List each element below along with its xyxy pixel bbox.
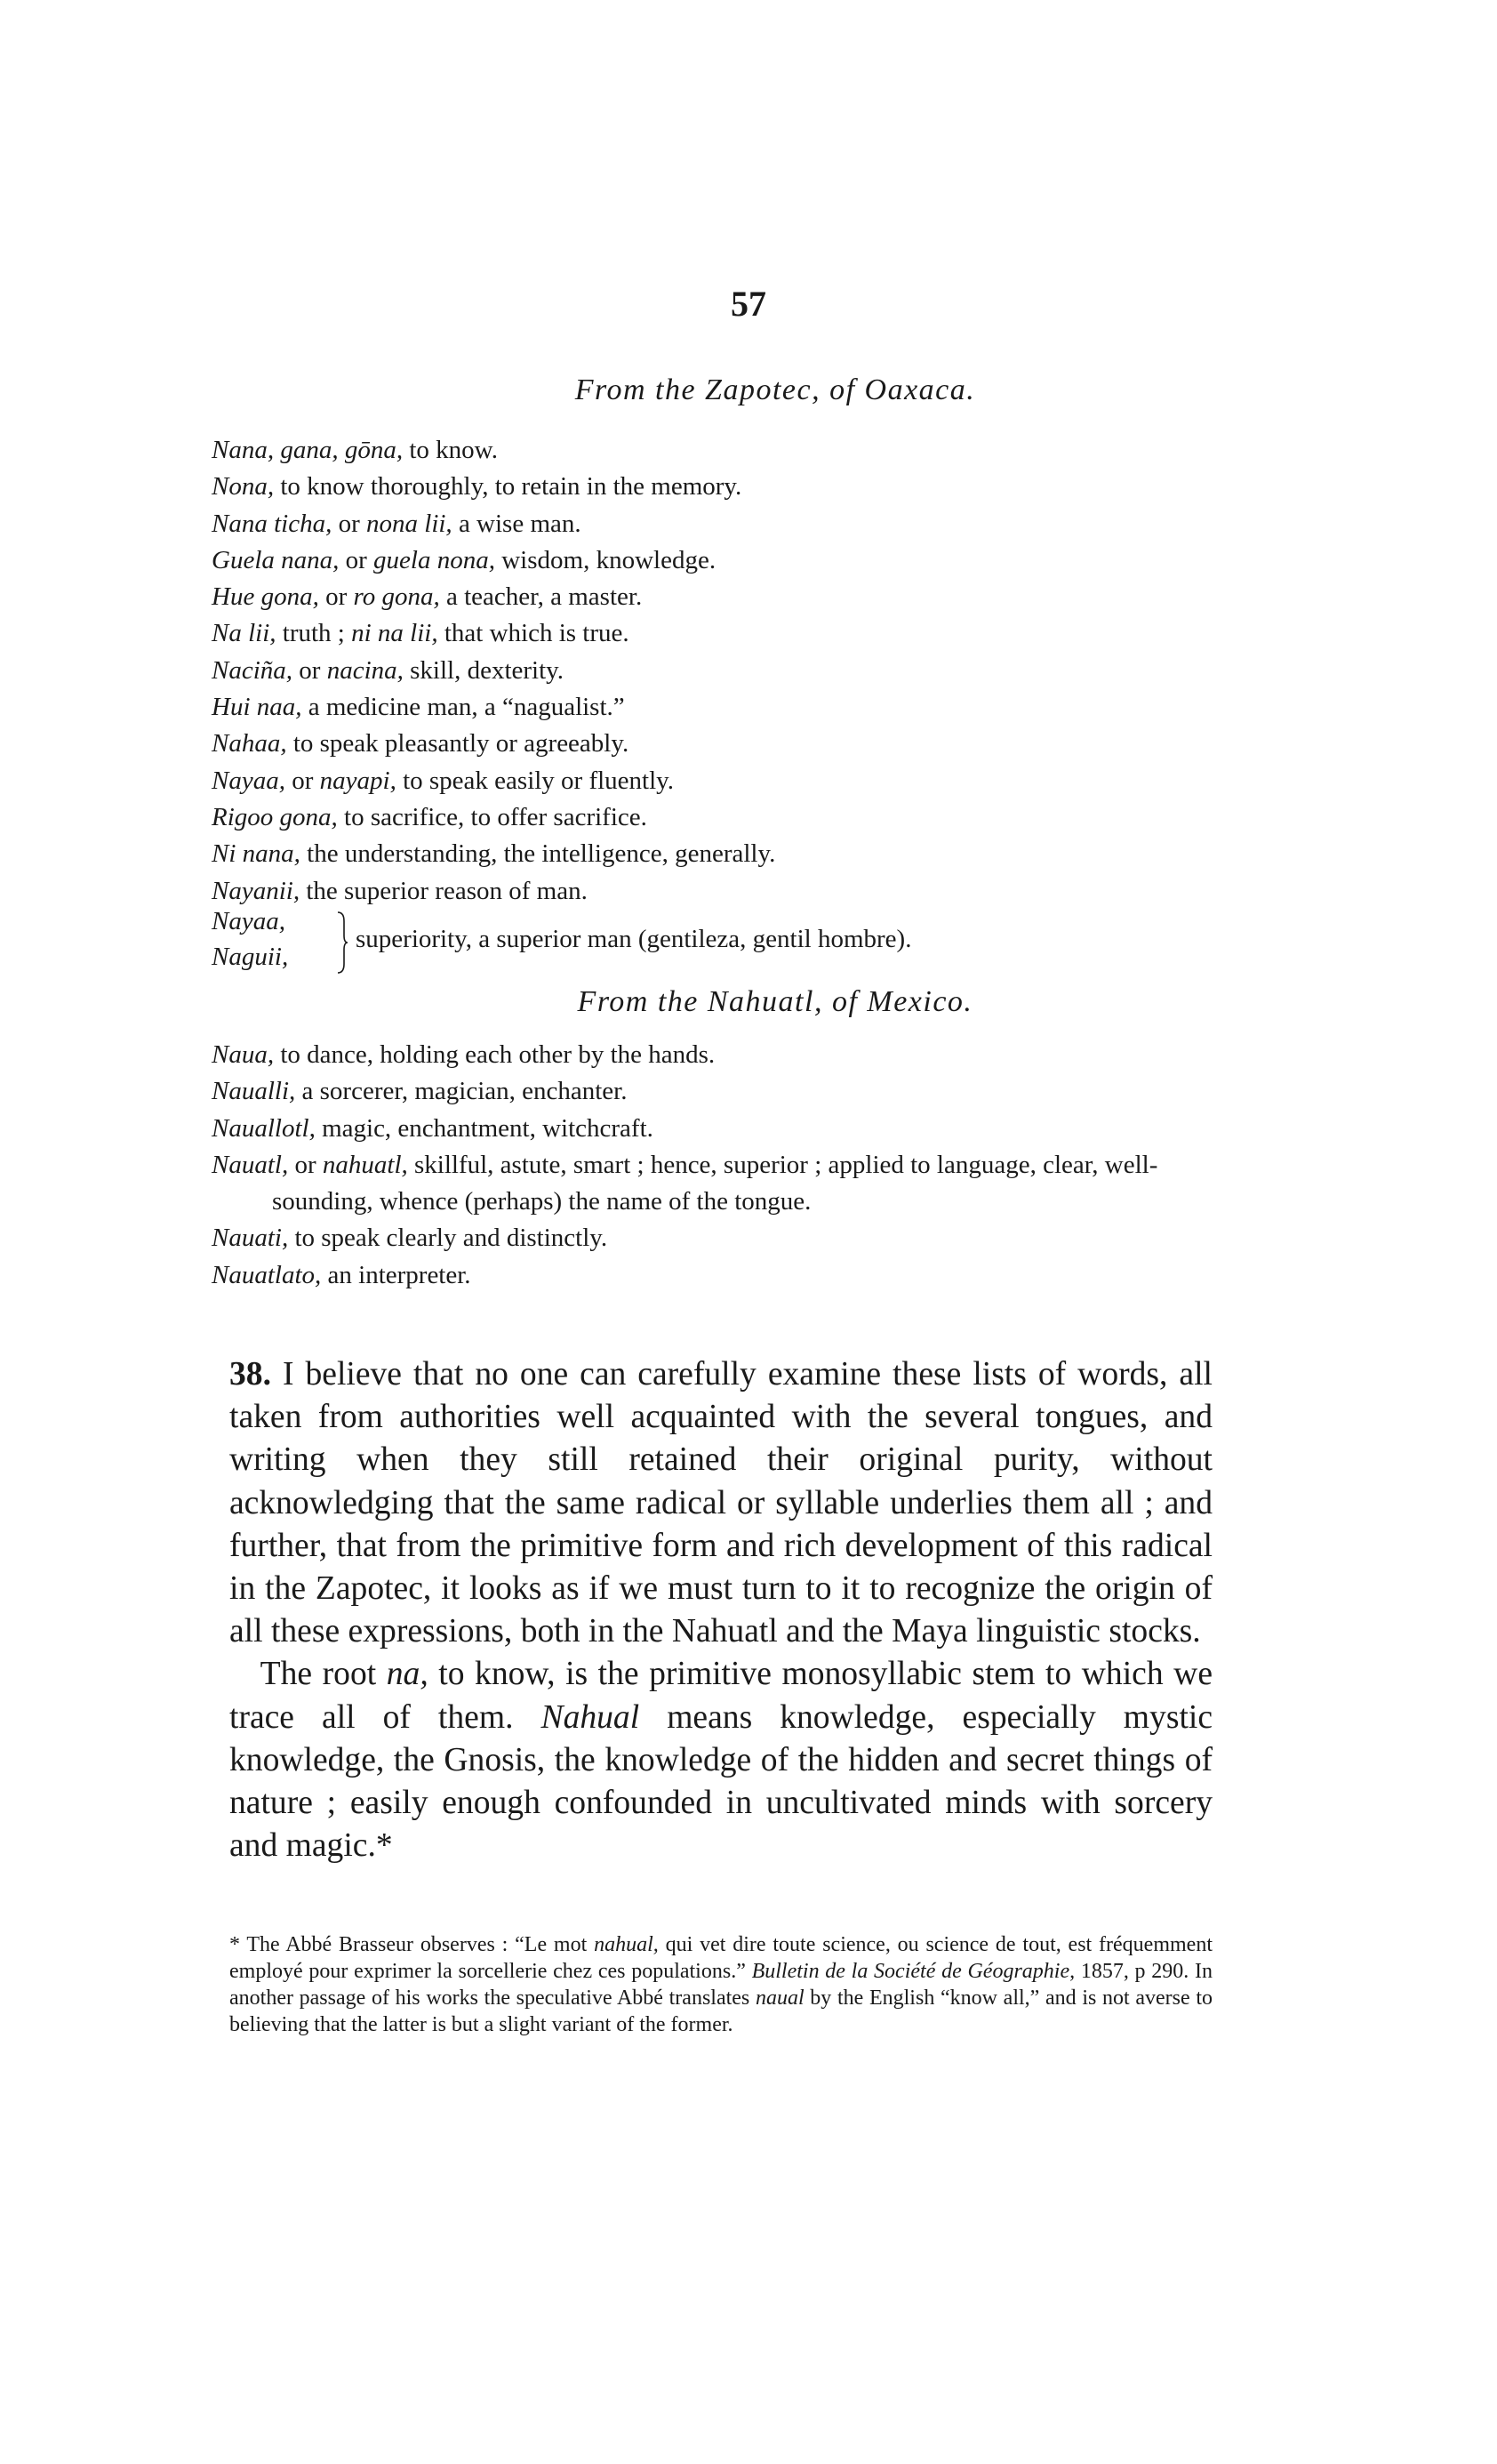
- entry-definition: or: [292, 655, 327, 685]
- entry-term: Nauatl,: [212, 1150, 289, 1179]
- entry-term: Guela nana,: [212, 545, 340, 574]
- entry-definition: skillful, astute, smart ; hence, superior ; applied to language, clear, well-sounding, whence (perhaps) the name of the tongue.: [272, 1150, 1158, 1216]
- footnote-text: by the English “know all,” and is not averse to believing that the latter is but a slight variant of the former.: [229, 1986, 1213, 2036]
- entry-term: nahuatl,: [322, 1150, 408, 1179]
- word-entry: [212, 873, 1216, 910]
- paragraph-38: [229, 1353, 1213, 1653]
- word-entry: [212, 799, 1216, 836]
- entry-term: Hui naa,: [212, 693, 302, 722]
- entry-term: Nauati,: [212, 1224, 289, 1253]
- entry-term: Naciña,: [212, 655, 293, 685]
- combined-entry: [212, 907, 1216, 980]
- entry-term: guela nona,: [373, 545, 495, 574]
- word-entry: [212, 763, 1216, 799]
- nahuatl-word-list: [212, 1037, 1216, 1294]
- entry-definition: or: [284, 766, 320, 795]
- word-entry: [212, 542, 1216, 579]
- word-entry: [212, 1073, 1216, 1110]
- footnote-text: 1857, p 290. In another passage of his works the speculative Abbé translates: [229, 1960, 1213, 2010]
- entry-term: Nauallotl,: [212, 1113, 316, 1143]
- footnote-text: * The Abbé Brasseur observes : “Le mot: [229, 1933, 595, 1956]
- word-entry: [212, 653, 1216, 689]
- paragraph-number: 38.: [229, 1356, 271, 1393]
- entry-definition: wisdom, knowledge.: [494, 545, 716, 574]
- footnote-term-naual: naual: [755, 1986, 805, 2010]
- entry-definition: to sacrifice, to offer sacrifice.: [337, 802, 647, 831]
- entry-definition: or: [318, 582, 354, 612]
- nahuatl-heading: From the Nahuatl, of Mexico.: [577, 985, 973, 1018]
- word-entry: [212, 579, 1216, 615]
- entry-definition: to dance, holding each other by the hands.: [274, 1040, 716, 1069]
- entry-term: Nana ticha,: [212, 509, 332, 538]
- entry-definition: that which is true.: [437, 619, 629, 648]
- entry-definition: or: [339, 545, 374, 574]
- term-na: na,: [386, 1656, 428, 1693]
- word-entry: [212, 689, 1216, 726]
- entry-term: Nayaa,: [212, 766, 285, 795]
- entry-term: Nona,: [212, 472, 275, 502]
- entry-definition: to speak easily or fluently.: [396, 766, 675, 795]
- entry-term: Nahaa,: [212, 729, 287, 758]
- entry-term: Nauatlato,: [212, 1260, 322, 1289]
- entry-term: Rigoo gona,: [212, 802, 338, 831]
- page-number: 57: [731, 284, 766, 324]
- entry-definition: skill, dexterity.: [403, 655, 564, 685]
- entry-definition: a medicine man, a “nagualist.”: [301, 693, 625, 722]
- entry-definition: to know.: [403, 436, 498, 464]
- term-nahual: Nahual: [540, 1698, 640, 1736]
- entry-term: Nayanii,: [212, 876, 300, 905]
- text-run: The root: [260, 1656, 387, 1693]
- zapotec-word-list: [212, 432, 1216, 910]
- word-entry: [212, 469, 1216, 505]
- entry-term: Hue gona,: [212, 582, 319, 612]
- word-entry: [212, 1037, 1216, 1073]
- word-entry: [212, 1147, 1216, 1221]
- entry-definition: the superior reason of man.: [300, 876, 588, 905]
- entry-definition: an interpreter.: [321, 1260, 471, 1289]
- text-run: to know, is the primitive monosyllabic stem to which we trace all of them.: [229, 1656, 1213, 1736]
- entry-term: nacina,: [326, 655, 404, 685]
- entry-definition: or: [288, 1150, 323, 1179]
- main-text: [229, 1353, 1213, 1867]
- combined-term-b: Naguii,: [212, 943, 289, 971]
- footnote-term-nahual: nahual,: [594, 1933, 659, 1956]
- entry-definition: a sorcerer, magician, enchanter.: [295, 1077, 628, 1106]
- entry-definition: to speak clearly and distinctly.: [288, 1224, 608, 1253]
- word-entry: [212, 1220, 1216, 1256]
- word-entry: [212, 836, 1216, 872]
- entry-term: Ni nana,: [212, 839, 300, 869]
- entry-term: Na lii,: [212, 619, 276, 648]
- entry-definition: a wise man.: [452, 509, 581, 538]
- entry-term: ro gona,: [353, 582, 440, 612]
- entry-term: nayapi,: [319, 766, 396, 795]
- text-run: means knowledge, especially mystic knowledge, the Gnosis, the knowledge of the hidden and secret things of nature ; easily enough confounded in uncultivated minds with sorcery and magic.*: [229, 1698, 1213, 1865]
- footnote-text: qui vet dire toute science, ou science de tout, est fréquemment employé pour exprimer la sorcellerie chez ces populations.”: [229, 1933, 1213, 1983]
- zapotec-heading: From the Zapotec, of Oaxaca.: [574, 373, 976, 406]
- word-entry: [212, 1111, 1216, 1147]
- combined-term-a: Nayaa,: [212, 907, 285, 935]
- entry-definition: magic, enchantment, witchcraft.: [315, 1113, 653, 1143]
- combined-definition: superiority, a superior man (gentileza, gentil hombre).: [356, 925, 912, 953]
- footnote-citation: Bulletin de la Société de Géographie,: [751, 1960, 1076, 1983]
- entry-definition: or: [332, 509, 367, 538]
- word-entry: [212, 726, 1216, 762]
- word-entry: [212, 432, 1216, 469]
- entry-term: nona lii,: [366, 509, 452, 538]
- entry-definition: the understanding, the intelligence, generally.: [300, 839, 776, 869]
- entry-definition: to speak pleasantly or agreeably.: [286, 729, 629, 758]
- entry-term: ni na lii,: [351, 619, 438, 648]
- paragraph-root-na: [229, 1653, 1213, 1867]
- word-entry: [212, 615, 1216, 652]
- entry-definition: a teacher, a master.: [439, 582, 643, 612]
- footnote: [229, 1931, 1213, 2038]
- entry-definition: to know thoroughly, to retain in the memory.: [274, 472, 742, 502]
- curly-brace-icon: [336, 911, 348, 975]
- word-entry: [212, 1257, 1216, 1294]
- entry-term: Naua,: [212, 1040, 275, 1069]
- entry-term: Naualli,: [212, 1077, 296, 1106]
- paragraph-38-text: I believe that no one can carefully examine these lists of words, all taken from authorities well acquainted with the several tongues, and writing when they still retained their original purity, without acknowledging that the same radical or syllable underlies them all ; and further, that from the primitive form and rich development of this radical in the Zapotec, it looks as if we must turn to it to recognize the origin of all these expressions, both in the Nahuatl and the Maya linguistic stocks.: [229, 1356, 1213, 1650]
- entry-definition: truth ;: [276, 619, 352, 648]
- entry-term: Nana, gana, gōna,: [212, 436, 404, 464]
- word-entry: [212, 506, 1216, 542]
